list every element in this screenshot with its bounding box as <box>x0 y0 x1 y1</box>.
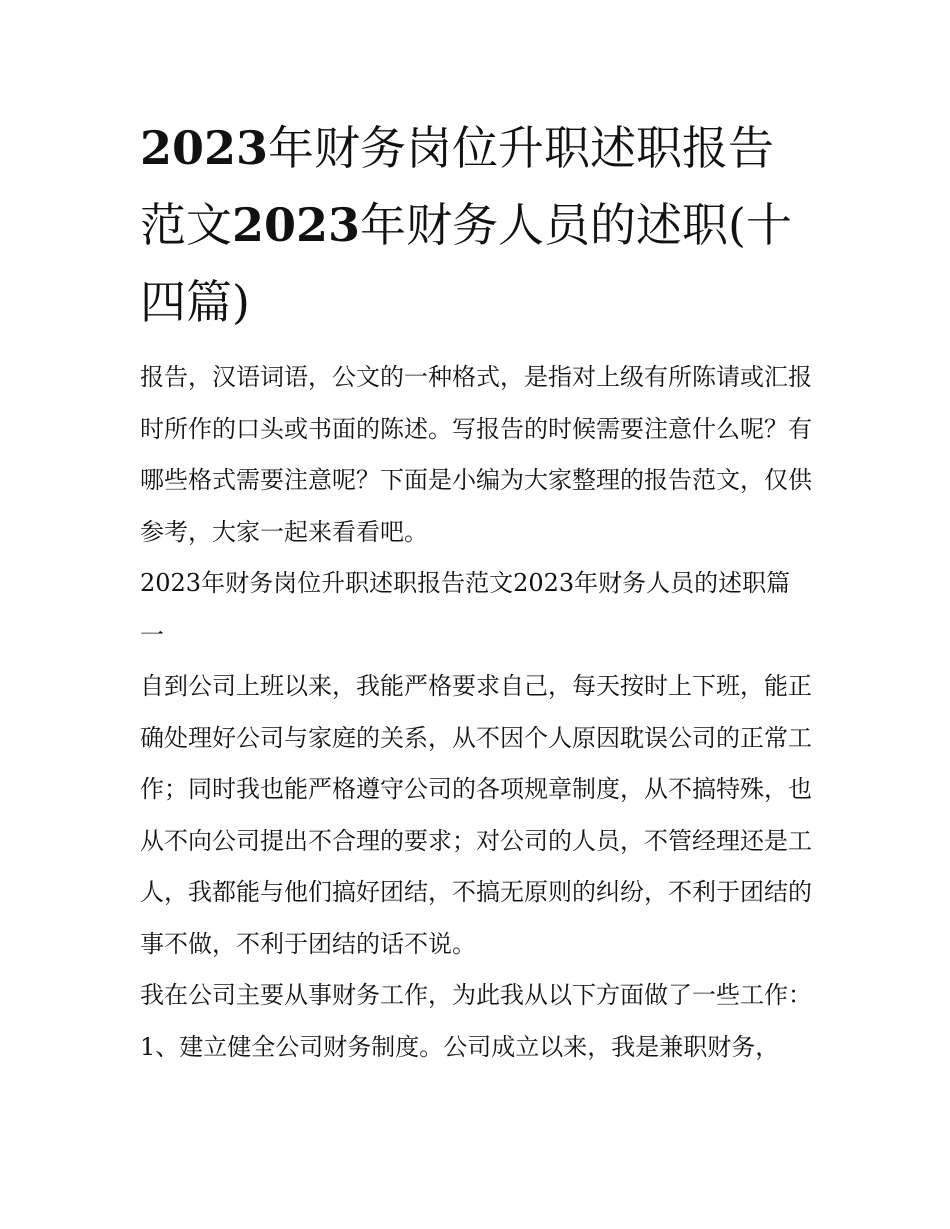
intro-paragraph: 报告，汉语词语，公文的一种格式，是指对上级有所陈请或汇报时所作的口头或书面的陈述。写报告的时候需要注意什么呢？有哪些格式需要注意呢？下面是小编为大家整理的报告范文，仅供参考，大家一起来看看吧。 <box>140 363 812 546</box>
list-item: 1、建立健全公司财务制度。公司成立以来，我是兼职财务， <box>140 1032 780 1061</box>
body-paragraph: 自到公司上班以来，我能严格要求自己，每天按时上下班，能正确处理好公司与家庭的关系，从不因个人原因耽误公司的正常工作；同时我也能严格遵守公司的各项规章制度，从不搞特殊，也从不向公司提出不合理的要求；对公司的人员，不管经理还是工人，我都能与他们搞好团结，不搞无原则的纠纷，不利于团结的事不做，不利于团结的话不说。 <box>140 672 812 958</box>
body-paragraph: 我在公司主要从事财务工作，为此我从以下方面做了一些工作： <box>140 981 812 1009</box>
document-title: 2023年财务岗位升职述职报告范文2023年财务人员的述职(十四篇) <box>140 121 792 329</box>
document-body <box>140 352 812 1073</box>
section-heading: 2023年财务岗位升职述职报告范文2023年财务人员的述职篇一 <box>140 569 791 649</box>
